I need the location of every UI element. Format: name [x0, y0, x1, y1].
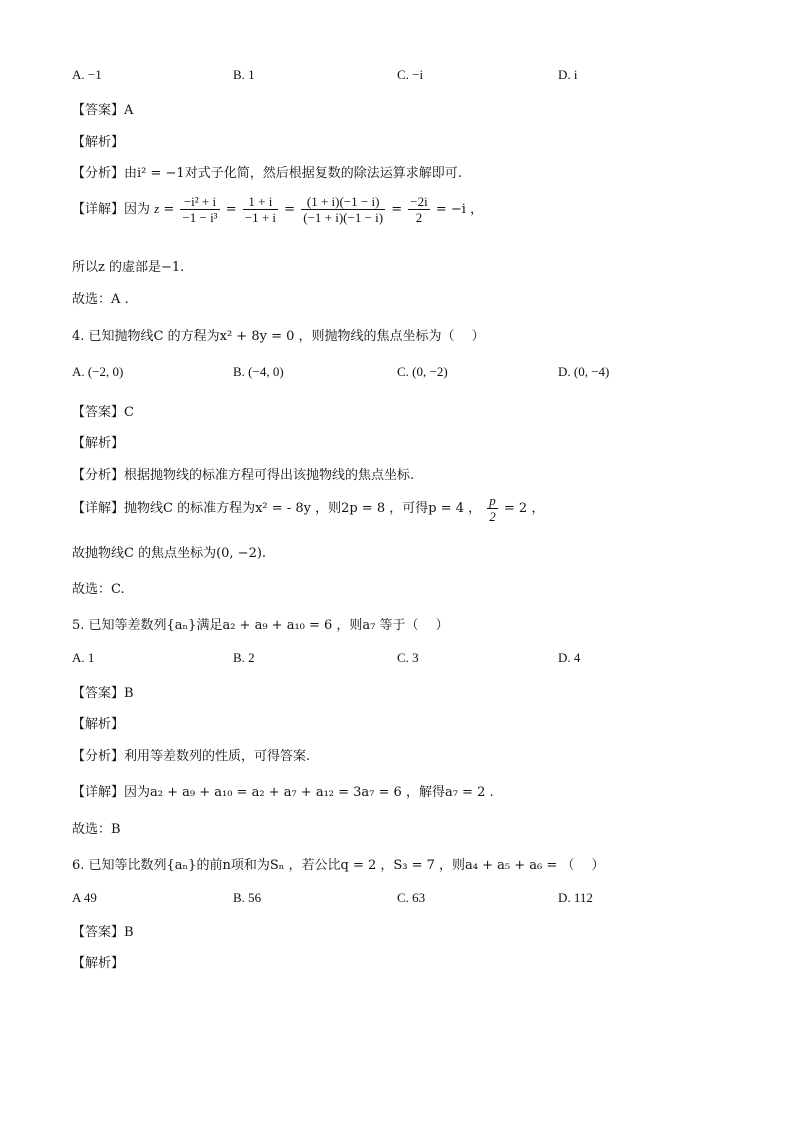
q3-imag-line: 所以z 的虚部是−1. — [72, 260, 185, 275]
q4-fenxi — [72, 464, 414, 483]
q3-fenxi — [72, 162, 462, 181]
q5-option-a: A. 1 — [72, 650, 95, 665]
q3-xiangjie: 【详解】因为 z = $\frac{\text{−i² + i}}{\text{−1 − i³}}$ = $\frac{1 + i}{-1 + i}$ = $\frac{(1 + i)(-1 - i)}{(-1 + i)(-1 - i)}$ = $\frac{-2i}{2}$ = −i ， — [72, 194, 484, 225]
q4-focus-line: 故抛物线C 的焦点坐标为(0, −2). — [72, 546, 267, 561]
q3-option-d: D. i — [558, 67, 578, 82]
q5-answer: 【答案】B — [72, 686, 134, 701]
q5-option-d: D. 4 — [558, 650, 581, 665]
q4-stem: 4. 已知抛物线C 的方程为x² + 8y = 0 ，则抛物线的焦点坐标为（ ） — [72, 329, 485, 344]
q6-option-b: B. 56 — [233, 890, 262, 905]
q4-fenxi-text: 根据抛物线的标准方程可得出该抛物线的焦点坐标. — [124, 468, 415, 483]
q3-option-b: B. 1 — [233, 67, 255, 82]
q3-xiangjie-tail: = −i ， — [435, 202, 484, 217]
q6-answer: 【答案】B — [72, 925, 134, 940]
q4-fraction-tail: = 2 ， — [503, 501, 545, 516]
q6-stem: 6. 已知等比数列{aₙ}的前n项和为Sₙ ，若公比q = 2 ，S₃ = 7 ，则a₄ + a₅ + a₆ = （ ） — [72, 858, 605, 873]
q3-option-a: A. −1 — [72, 67, 102, 82]
q6-option-a: A 49 — [72, 890, 97, 905]
q3-xiangjie-label: 【详解】 — [72, 202, 125, 217]
q4-choice: 故选：C. — [72, 582, 125, 597]
q5-option-c: C. 3 — [397, 650, 419, 665]
q4-option-c: C. (0, −2) — [397, 364, 448, 379]
q4-xiangjie-label: 【详解】 — [72, 501, 125, 516]
q3-fenxi-label: 【分析】 — [72, 166, 125, 181]
q3-fenxi-text: 由i² = −1对式子化简，然后根据复数的除法运算求解即可. — [124, 166, 462, 181]
q5-xiangjie — [72, 781, 494, 800]
q4-xiangjie — [72, 493, 544, 524]
q5-choice: 故选：B — [72, 822, 121, 837]
q3-option-c: C. −i — [397, 67, 424, 82]
q3-choice: 故选：A . — [72, 292, 129, 307]
q3-fraction-1: $\frac{\text{−i² + i}}{\text{−1 − i³}}$ — [182, 194, 218, 225]
q5-stem: 5. 已知等差数列{aₙ}满足a₂ + a₉ + a₁₀ = 6 ，则a₇ 等于（ ） — [72, 618, 449, 633]
q5-fenxi-text: 利用等差数列的性质，可得答案. — [124, 749, 311, 764]
q3-fraction-3: $\frac{(1 + i)(-1 - i)}{(-1 + i)(-1 - i)}$ — [303, 194, 384, 225]
q5-analysis-heading: 【解析】 — [72, 717, 125, 732]
q3-fraction-4: $\frac{-2i}{2}$ — [410, 194, 428, 225]
q4-fenxi-label: 【分析】 — [72, 468, 125, 483]
q6-option-d: D. 112 — [558, 890, 593, 905]
q3-xiangjie-prefix: 因为 — [124, 202, 151, 217]
q5-xiangjie-text: 因为a₂ + a₉ + a₁₀ = a₂ + a₇ + a₁₂ = 3a₇ = 6 ，解得a₇ = 2 . — [124, 785, 494, 800]
q3-fraction-2: $\frac{1 + i}{-1 + i}$ — [244, 194, 277, 225]
q6-analysis-heading: 【解析】 — [72, 956, 125, 971]
q4-option-a: A. (−2, 0) — [72, 364, 124, 379]
q4-fraction-p-over-2: $\frac{p}{2}$ — [489, 493, 496, 524]
q3-analysis-heading: 【解析】 — [72, 135, 125, 150]
q5-xiangjie-label: 【详解】 — [72, 785, 125, 800]
q4-xiangjie-text: 抛物线C 的标准方程为x² = - 8y ，则2p = 8 ，可得p = 4 ， — [124, 501, 482, 516]
q5-option-b: B. 2 — [233, 650, 255, 665]
q6-option-c: C. 63 — [397, 890, 426, 905]
q4-answer: 【答案】C — [72, 405, 134, 420]
q5-fenxi — [72, 745, 310, 764]
q4-option-d: D. (0, −4) — [558, 364, 610, 379]
q5-fenxi-label: 【分析】 — [72, 749, 125, 764]
q4-option-b: B. (−4, 0) — [233, 364, 284, 379]
q4-analysis-heading: 【解析】 — [72, 436, 125, 451]
q3-answer: 【答案】A — [72, 103, 134, 118]
